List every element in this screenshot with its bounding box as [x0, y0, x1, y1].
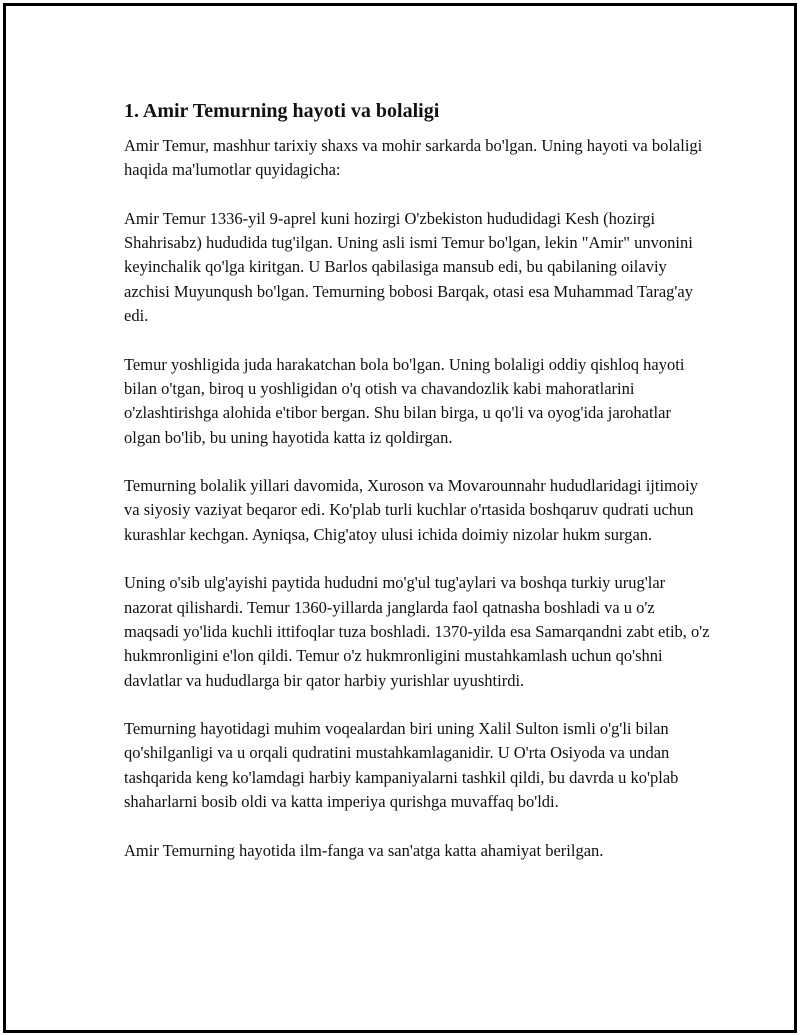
- paragraph-birth: Amir Temur 1336-yil 9-aprel kuni hozirgi O'zbekiston hududidagi Kesh (hozirgi Shahrisabz) hududida tug'ilgan. Uning asli ismi Temur bo'lgan, lekin "Amir" unvonini keyinchalik qo'lga kiritgan. U Barlos qabilasiga mansub edi, bu qabilaning oilaviy azchisi Muyunqush bo'lgan. Temurning bobosi Barqak, otasi esa Muhammad Tarag'ay edi.: [124, 208, 693, 326]
- paragraph-intro: Amir Temur, mashhur tarixiy shaxs va mohir sarkarda bo'lgan. Uning hayoti va bolaligi haqida ma'lumotlar quyidagicha:: [124, 136, 703, 180]
- paragraph-rise-to-power: Uning o'sib ulg'ayishi paytida hududni mo'g'ul tug'aylari va boshqa turkiy urug'lar nazorat qilishardi. Temur 1360-yillarda janglarda faol qatnasha boshladi va u o'z maqsadi yo'lida kuchli ittifoqlar tuza boshladi. 1370-yilda esa Samarqandni zabt etib, o'z hukmronligini e'lon qildi. Temur o'z hukmronligini mustahkamlash uchun qo'shni davlatlar va hududlarga bir qator harbiy yurishlar uyushtirdi.: [124, 573, 710, 690]
- paragraph-political-situation: Temurning bolalik yillari davomida, Xuroson va Movarounnahr hududlaridagi ijtimoiy va siyosiy vaziyat beqaror edi. Ko'plab turli kuchlar o'rtasida boshqaruv qudrati uchun kurashlar kechgan. Ayniqsa, Chig'atoy ulusi ichida doimiy nizolar hukm surgan.: [124, 476, 698, 544]
- section-heading: 1. Amir Temurning hayoti va bolaligi: [124, 100, 440, 122]
- page-frame: [3, 3, 797, 1033]
- paragraph-campaigns: Temurning hayotidagi muhim voqealardan biri uning Xalil Sulton ismli o'g'li bilan qo'shilganligi va u orqali qudratini mustahkamlaganidir. U O'rta Osiyoda va undan tashqarida keng ko'lamdagi harbiy kampaniyalarni tashkil qildi, bu davrda u ko'plab shaharlarni bosib oldi va katta imperiya qurishga muvaffaq bo'ldi.: [124, 719, 679, 812]
- document-body: [121, 98, 711, 887]
- paragraph-science-art: Amir Temurning hayotida ilm-fanga va san'atga katta ahamiyat berilgan.: [124, 840, 604, 860]
- paragraph-youth: Temur yoshligida juda harakatchan bola bo'lgan. Uning bolaligi oddiy qishloq hayoti bilan o'tgan, biroq u yoshligidan o'q otish va chavandozlik kabi mahoratlarini o'zlashtirishga alohida e'tibor bergan. Shu bilan birga, u qo'li va oyog'ida jarohatlar olgan bo'lib, bu uning hayotida katta iz qoldirgan.: [124, 354, 685, 447]
